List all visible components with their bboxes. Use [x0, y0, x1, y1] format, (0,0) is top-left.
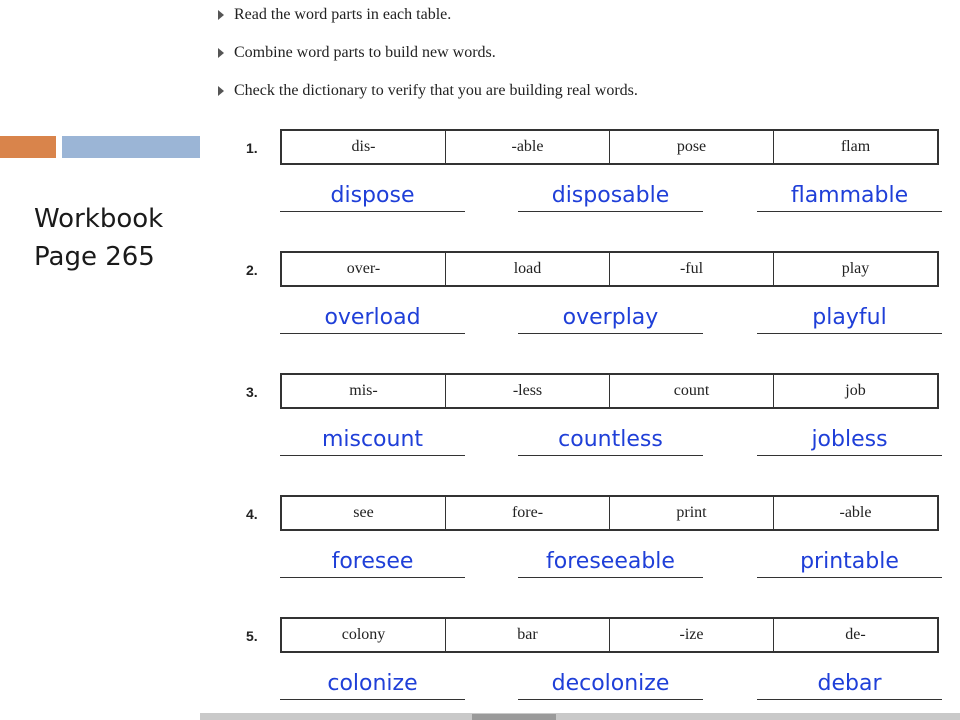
- word-part-cell: -less: [445, 375, 609, 407]
- answer-blank[interactable]: printable: [757, 547, 942, 578]
- answer-blank[interactable]: foresee: [280, 547, 465, 578]
- instruction-3: [218, 82, 638, 100]
- word-parts-table: [280, 251, 939, 287]
- word-part-cell: bar: [445, 619, 609, 651]
- word-part-cell: -able: [773, 497, 937, 529]
- answer-blank[interactable]: countless: [518, 425, 703, 456]
- word-parts-table: [280, 495, 939, 531]
- slide-title-line-2: Page 265: [34, 242, 155, 272]
- instruction-text: Read the word parts in each table.: [234, 6, 452, 23]
- answer-blank[interactable]: overload: [280, 303, 465, 334]
- answer-blank[interactable]: decolonize: [518, 669, 703, 700]
- word-part-cell: mis-: [349, 382, 378, 399]
- instruction-text: Check the dictionary to verify that you are building real words.: [234, 82, 638, 99]
- word-parts-table: [280, 617, 939, 653]
- bullet-triangle-icon: [218, 48, 224, 58]
- scrollbar-strip[interactable]: [200, 713, 960, 720]
- word-part-cell: -able: [445, 131, 609, 163]
- instruction-1: [218, 6, 451, 24]
- answer-blank[interactable]: playful: [757, 303, 942, 334]
- exercise-number: 4.: [246, 506, 258, 522]
- accent-bar-orange: [0, 136, 56, 158]
- word-part-cell: -ize: [609, 619, 773, 651]
- answer-blank[interactable]: jobless: [757, 425, 942, 456]
- bullet-triangle-icon: [218, 86, 224, 96]
- answer-blank[interactable]: dispose: [280, 181, 465, 212]
- word-part-cell: flam: [773, 131, 937, 163]
- word-part-cell: fore-: [445, 497, 609, 529]
- instruction-text: Combine word parts to build new words.: [234, 44, 496, 61]
- answer-blank[interactable]: colonize: [280, 669, 465, 700]
- exercise-number: 3.: [246, 384, 258, 400]
- exercise-number: 2.: [246, 262, 258, 278]
- answer-blank[interactable]: foreseeable: [518, 547, 703, 578]
- accent-bar-blue: [62, 136, 200, 158]
- answer-blank[interactable]: disposable: [518, 181, 703, 212]
- bullet-triangle-icon: [218, 10, 224, 20]
- answer-blank[interactable]: miscount: [280, 425, 465, 456]
- instruction-2: [218, 44, 496, 62]
- scrollbar-thumb[interactable]: [472, 714, 556, 720]
- slide-title: [34, 200, 163, 276]
- word-part-cell: count: [609, 375, 773, 407]
- answer-blank[interactable]: flammable: [757, 181, 942, 212]
- answer-blank[interactable]: debar: [757, 669, 942, 700]
- exercise-number: 1.: [246, 140, 258, 156]
- workbook-page: [200, 0, 960, 720]
- slide-title-line-1: Workbook: [34, 204, 164, 234]
- word-part-cell: play: [773, 253, 937, 285]
- word-part-cell: load: [445, 253, 609, 285]
- word-part-cell: de-: [773, 619, 937, 651]
- word-part-cell: print: [609, 497, 773, 529]
- answer-blank[interactable]: overplay: [518, 303, 703, 334]
- word-parts-table: [280, 373, 939, 409]
- word-part-cell: job: [773, 375, 937, 407]
- word-part-cell: dis-: [351, 138, 376, 155]
- word-part-cell: colony: [341, 626, 386, 643]
- word-part-cell: see: [353, 504, 374, 521]
- word-part-cell: over-: [346, 260, 381, 277]
- word-part-cell: pose: [609, 131, 773, 163]
- word-parts-table: [280, 129, 939, 165]
- word-part-cell: -ful: [609, 253, 773, 285]
- exercise-number: 5.: [246, 628, 258, 644]
